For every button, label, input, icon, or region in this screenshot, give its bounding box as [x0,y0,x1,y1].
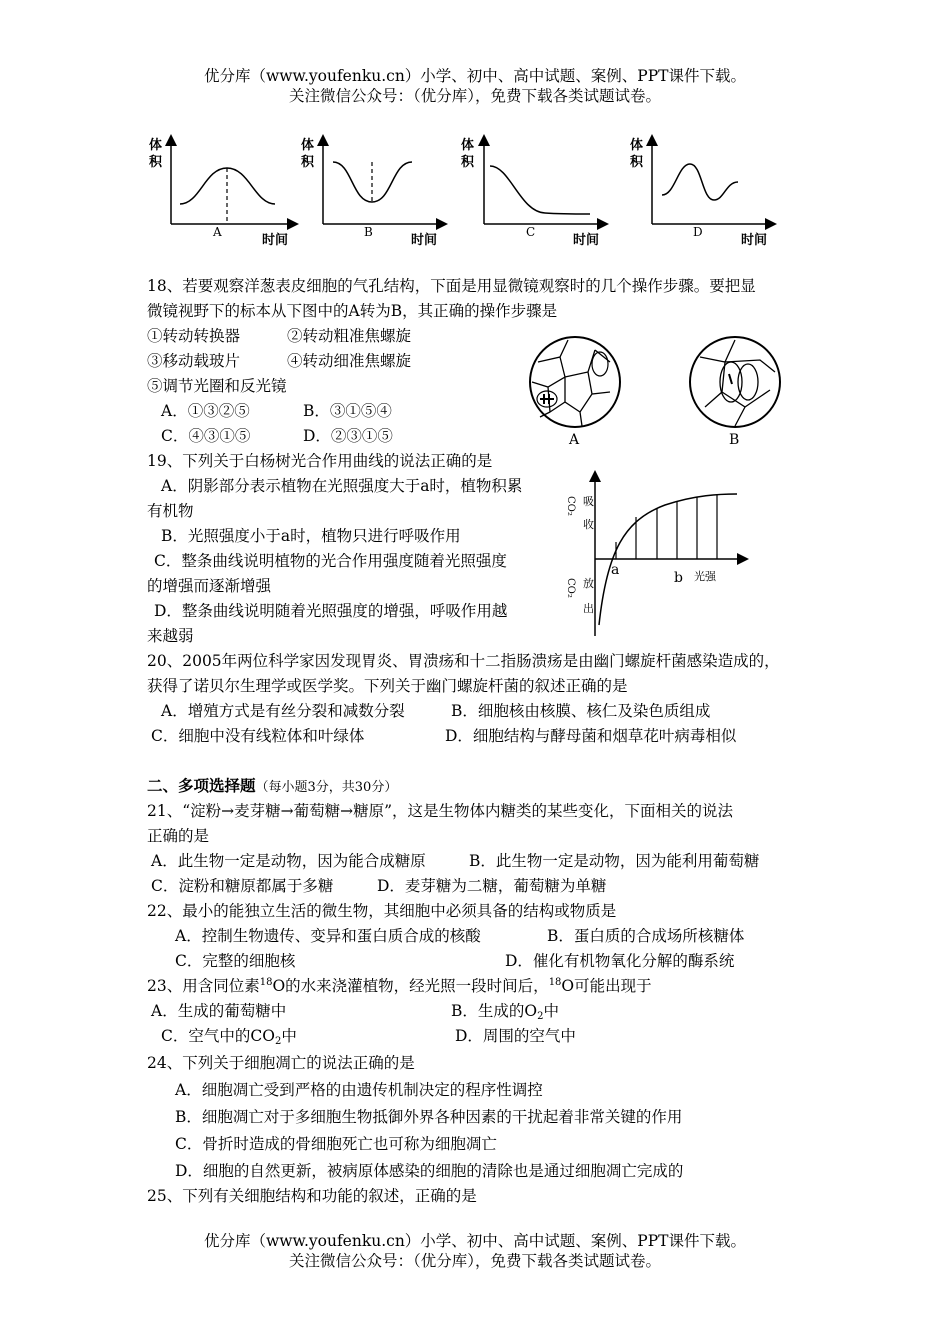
q21-option-c: C．淀粉和糖原都属于多糖 [151,877,334,895]
q21-stem-1: 21、“淀粉→麦芽糖→葡萄糖→糖原”，这是生物体内糖类的某些变化，下面相关的说法 [147,802,734,820]
graph-c-ylabel-top: 体 [461,138,475,153]
volume-time-graphs [0,120,950,260]
q23-option-b [451,1001,559,1021]
footer-line-1: 优分库（www.youfenku.cn）小学、初中、高中试题、案例、PPT课件下载。 [203,1232,747,1250]
q22-option-d: D．催化有机物氧化分解的酶系统 [505,952,735,970]
q23-option-a: A．生成的葡萄糖中 [151,1002,287,1020]
q24-option-b: B．细胞凋亡对于多细胞生物抵御外界各种因素的干扰起着非常关键的作用 [175,1108,683,1126]
q18-option-c: C．④③①⑤ [161,427,251,445]
q18-stem-2: 微镜视野下的标本从下图中的A转为B，其正确的操作步骤是 [147,302,558,320]
q23-isotope-1: 18 [259,977,273,988]
footer-line-2: 关注微信公众号：（优分库），免费下载各类试题试卷。 [288,1252,661,1270]
q20-stem-1: 20、2005年两位科学家因发现胃炎、胃溃疡和十二指肠溃疡是由幽门螺旋杆菌感染造成的， [147,652,780,670]
q18-option-b: B．③①⑤④ [303,402,392,420]
fig-co2-top: CO₂ [565,496,576,516]
graph-b [301,137,442,248]
graph-c [461,137,603,248]
q23-stem [147,976,652,996]
graph-a-ylabel-bottom: 积 [149,155,163,170]
q18-step-4: ④转动细准焦螺旋 [287,352,412,370]
q23-option-d: D．周围的空气中 [455,1027,576,1045]
q19-option-c-1: C．整条曲线说明植物的光合作用强度随着光照强度 [154,552,507,570]
q18-option-d: D．②③①⑤ [303,427,393,445]
field-a-label: A [569,432,580,448]
graph-a [149,137,293,248]
graph-b-xlabel: 时间 [411,233,438,248]
q18-step-5: ⑤调节光圈和反光镜 [147,377,287,395]
graph-d-letter: D [693,225,703,239]
graph-d-ylabel-bottom: 积 [630,155,644,170]
q23-option-b-sub: 2 [537,1011,544,1022]
q20-option-c: C．细胞中没有线粒体和叶绿体 [151,727,365,745]
q23-option-b-pre: B．生成的O [451,1002,538,1020]
q25-stem: 25、下列有关细胞结构和功能的叙述，正确的是 [147,1187,477,1205]
header-line-2: 关注微信公众号：（优分库），免费下载各类试题试卷。 [288,87,661,105]
q20-stem-2: 获得了诺贝尔生理学或医学奖。下列关于幽门螺旋杆菌的叙述正确的是 [147,677,628,695]
graph-b-letter: B [364,225,373,239]
graph-a-letter: A [213,225,222,239]
fig-absorb-2: 收 [583,518,594,531]
q22-stem: 22、最小的能独立生活的微生物，其细胞中必须具备的结构或物质是 [147,902,617,920]
graph-d-curve [662,164,738,200]
section-2-note: （每小题3分，共30分） [255,780,398,795]
graph-b-ylabel-top: 体 [301,138,315,153]
q18-step-1: ①转动转换器 [147,327,241,345]
graph-d-ylabel-top: 体 [630,138,644,153]
q19-option-d-1: D．整条曲线说明随着光照强度的增强，呼吸作用越 [154,602,508,620]
q24-option-d: D．细胞的自然更新，被病原体感染的细胞的清除也是通过细胞凋亡完成的 [175,1162,684,1180]
q20-option-a: A．增殖方式是有丝分裂和减数分裂 [161,702,405,720]
graph-c-xlabel: 时间 [573,233,600,248]
field-a [530,337,620,448]
q18-step-3: ③移动载玻片 [147,352,241,370]
q23-option-c [161,1026,297,1046]
q23-stem-post: O可能出现于 [561,977,652,995]
q24-stem: 24、下列关于细胞凋亡的说法正确的是 [147,1054,415,1072]
field-b-label: B [729,432,740,448]
section-2-heading [147,776,397,798]
q22-option-a: A．控制生物遗传、变异和蛋白质合成的核酸 [175,927,481,945]
q24-option-a: A．细胞凋亡受到严格的由遗传机制决定的程序性调控 [175,1081,543,1099]
graph-d-xlabel: 时间 [741,233,768,248]
fig-absorb-1: 吸 [583,495,594,508]
graph-c-curve [490,166,590,214]
q23-option-c-pre: C．空气中的CO [161,1027,275,1045]
fig-point-a: a [611,562,620,578]
q19-option-a-1: A．阴影部分表示植物在光照强度大于a时，植物积累 [161,477,523,495]
fig-light-label: 光强 [694,570,716,583]
header-line-1: 优分库（www.youfenku.cn）小学、初中、高中试题、案例、PPT课件下载。 [203,67,747,85]
photosynthesis-curve-figure [555,470,755,640]
q23-option-c-sub: 2 [274,1036,282,1047]
q18-step-2: ②转动粗准焦螺旋 [287,327,412,345]
q22-option-c: C．完整的细胞核 [175,952,296,970]
graph-b-curve [333,162,412,202]
q23-option-b-post: 中 [543,1002,559,1020]
q20-option-b: B．细胞核由核膜、核仁及染色质组成 [451,702,711,720]
q23-isotope-2: 18 [548,977,562,988]
q24-option-c: C．骨折时造成的骨细胞死亡也可称为细胞凋亡 [175,1135,497,1153]
microscope-fields-figure [520,332,800,452]
q18-option-a: A．①③②⑤ [161,402,250,420]
graph-d [630,137,771,248]
section-2-title: 二、多项选择题 [147,776,256,795]
q21-stem-2: 正确的是 [147,827,210,845]
q20-option-d: D．细胞结构与酵母菌和烟草花叶病毒相似 [445,727,737,745]
q23-stem-pre: 23、用含同位素 [147,977,260,995]
fig-release-2: 出 [583,602,594,615]
q21-option-b: B．此生物一定是动物，因为能利用葡萄糖 [469,852,760,870]
field-b [690,337,780,448]
graph-a-ylabel-top: 体 [149,138,163,153]
q21-option-d: D．麦芽糖为二糖，葡萄糖为单糖 [377,877,607,895]
fig-co2-bottom: CO₂ [565,578,576,598]
q21-option-a: A．此生物一定是动物，因为能合成糖原 [151,852,426,870]
q19-option-a-2: 有机物 [147,502,194,520]
fig-release-1: 放 [583,577,594,590]
q22-option-b: B．蛋白质的合成场所核糖体 [547,927,745,945]
graph-c-ylabel-bottom: 积 [461,155,475,170]
q18-stem-1: 18、若要观察洋葱表皮细胞的气孔结构，下面是用显微镜观察时的几个操作步骤。要把显 [147,277,756,295]
graph-c-letter: C [526,225,536,239]
fig-point-b: b [674,570,683,586]
q23-option-c-post: 中 [281,1027,297,1045]
graph-a-xlabel: 时间 [262,233,289,248]
q23-stem-mid: O的水来浇灌植物，经光照一段时间后， [272,977,549,995]
q19-stem: 19、下列关于白杨树光合作用曲线的说法正确的是 [147,452,493,470]
q19-option-c-2: 的增强而逐渐增强 [147,577,272,595]
q19-option-b: B．光照强度小于a时，植物只进行呼吸作用 [161,527,461,545]
graph-b-ylabel-bottom: 积 [301,155,315,170]
q19-option-d-2: 来越弱 [147,627,194,645]
